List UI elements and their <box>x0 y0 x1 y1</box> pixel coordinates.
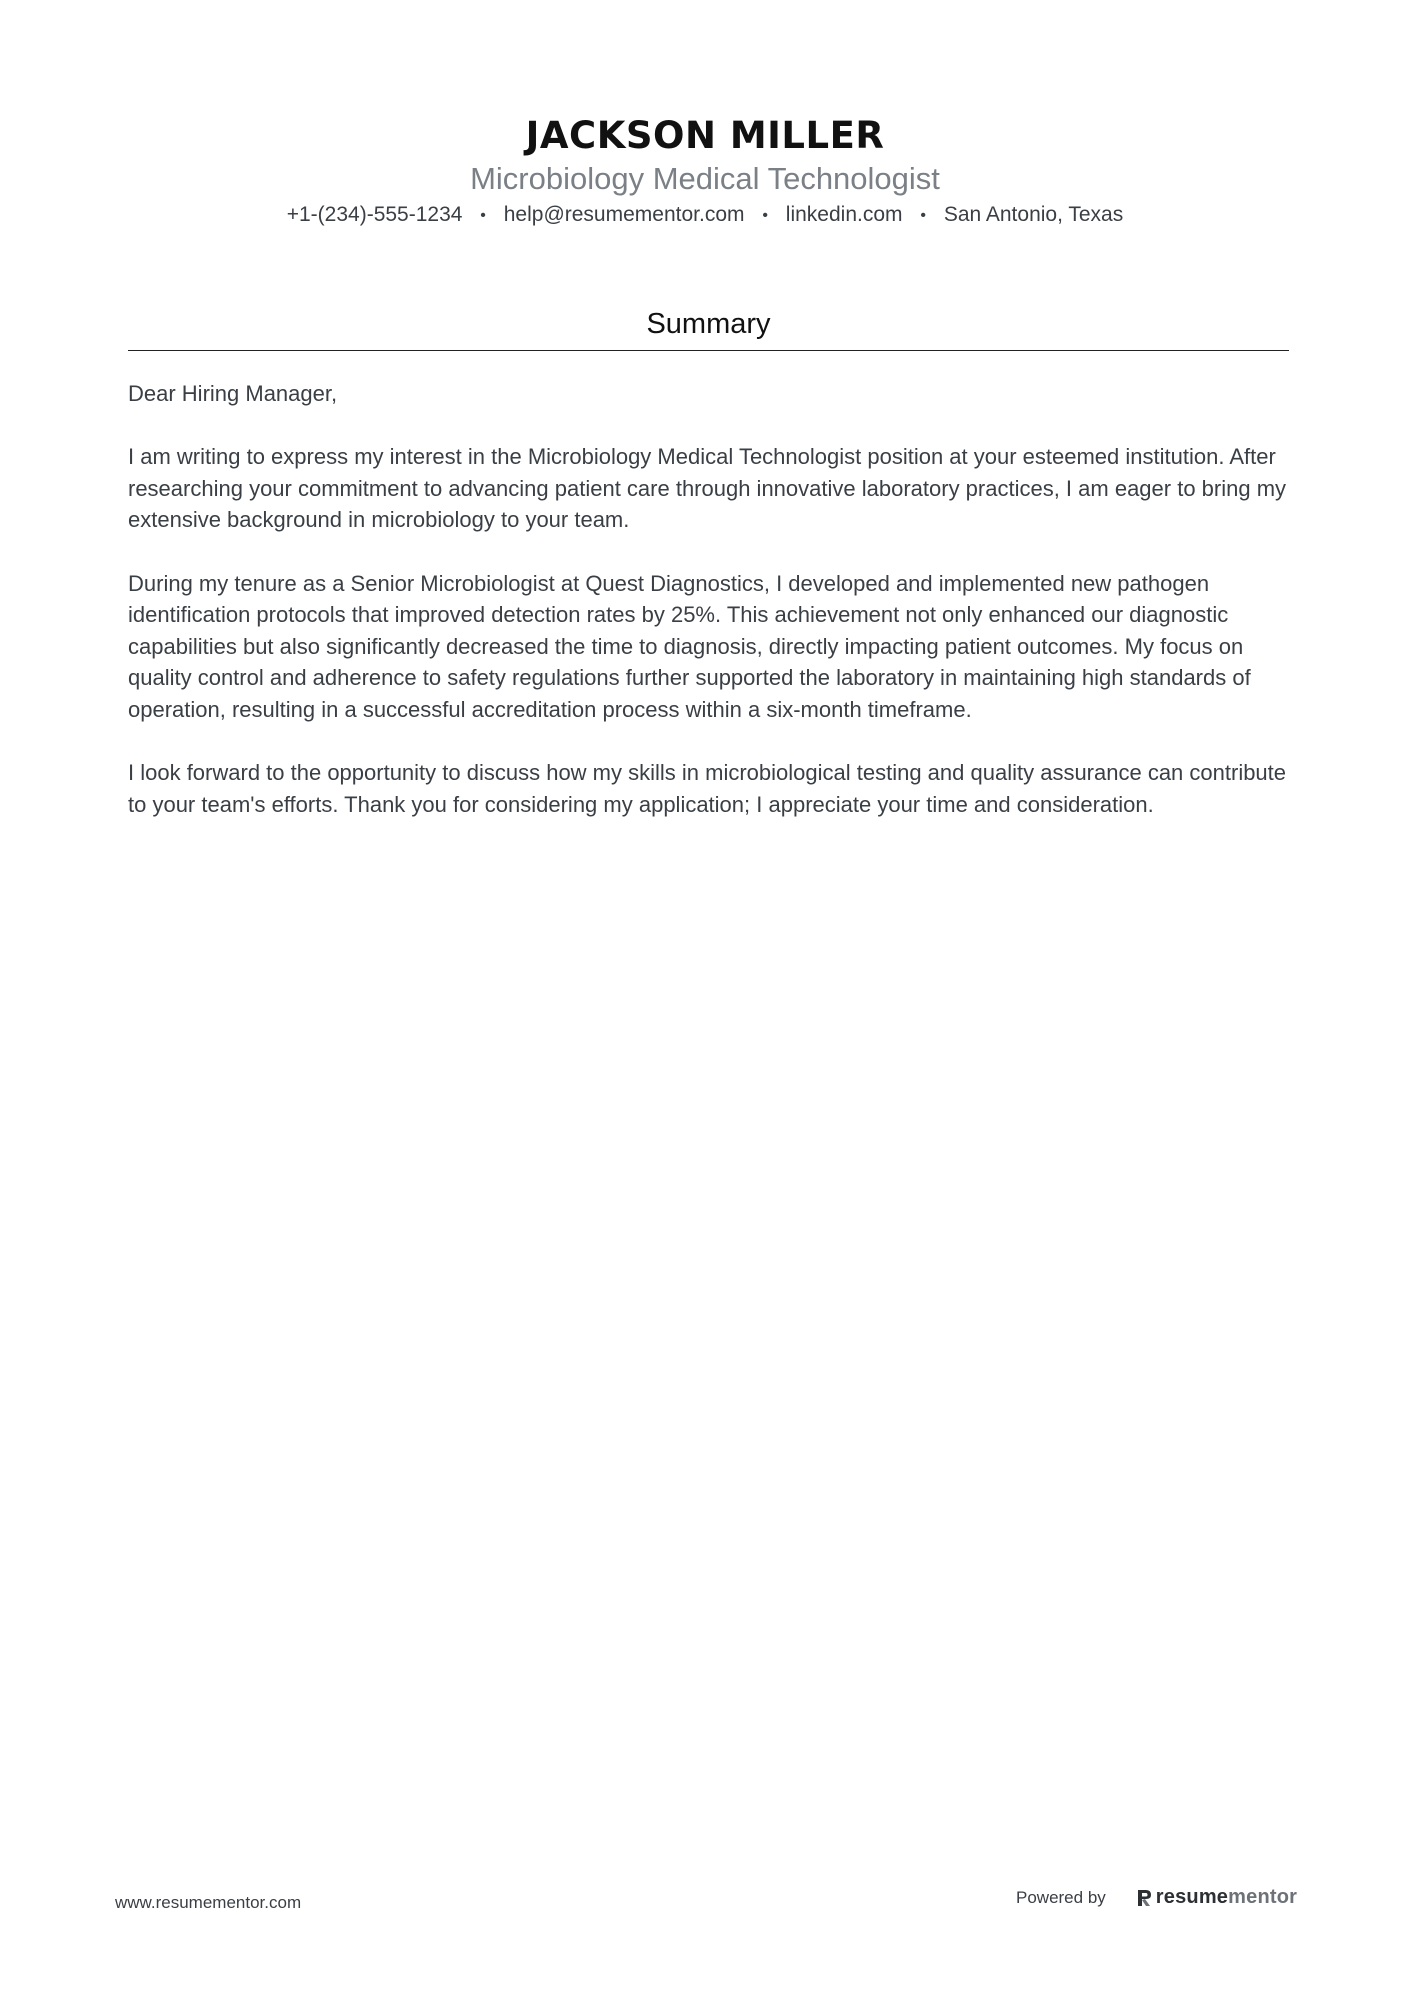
resumementor-logo-icon <box>1136 1888 1152 1908</box>
contact-separator: • <box>920 207 926 224</box>
contact-separator: • <box>762 207 768 224</box>
contact-email[interactable]: help@resumementor.com <box>503 203 745 226</box>
contact-line <box>0 200 1410 231</box>
footer-branding <box>1016 1886 1297 1909</box>
contact-linkedin[interactable]: linkedin.com <box>785 203 903 226</box>
letter-paragraph: I look forward to the opportunity to discuss how my skills in microbiological testing and quality assurance can contribute to your team's efforts. Thank you for considering my application; I appreciate your time and consideration. <box>128 760 1287 817</box>
section-title-summary: Summary <box>646 308 771 340</box>
letter-greeting: Dear Hiring Manager, <box>128 381 338 406</box>
brand-name-part2: mentor <box>1228 1886 1298 1908</box>
footer-website[interactable]: www.resumementor.com <box>115 1893 302 1912</box>
contact-location: San Antonio, Texas <box>943 203 1124 226</box>
letter-paragraph: During my tenure as a Senior Microbiologist at Quest Diagnostics, I developed and implemented new pathogen identification protocols that improved detection rates by 25%. This achievement not only enhanced our diagnostic capabilities but also significantly decreased the time to diagnosis, directly impacting patient outcomes. My focus on quality control and adherence to safety regulations further supported the laboratory in maintaining high standards of operation, resulting in a successful accreditation process within a six-month timeframe. <box>128 570 1251 722</box>
brand-logo[interactable] <box>1136 1886 1297 1909</box>
applicant-role: Microbiology Medical Technologist <box>470 161 940 196</box>
letter-body <box>128 378 1298 852</box>
brand-name-part1: resume <box>1155 1886 1229 1908</box>
applicant-name: JACKSON MILLER <box>525 114 885 157</box>
contact-phone: +1-(234)-555-1234 <box>286 203 463 226</box>
section-divider <box>128 350 1289 351</box>
contact-separator: • <box>480 207 486 224</box>
letter-paragraph: I am writing to express my interest in the Microbiology Medical Technologist position at your esteemed institution. After researching your commitment to advancing patient care through innovative laboratory practices, I am eager to bring my extensive background in microbiology to your team. <box>128 444 1287 533</box>
powered-by-label: Powered by <box>1016 1887 1106 1907</box>
letter-header <box>0 112 1410 231</box>
